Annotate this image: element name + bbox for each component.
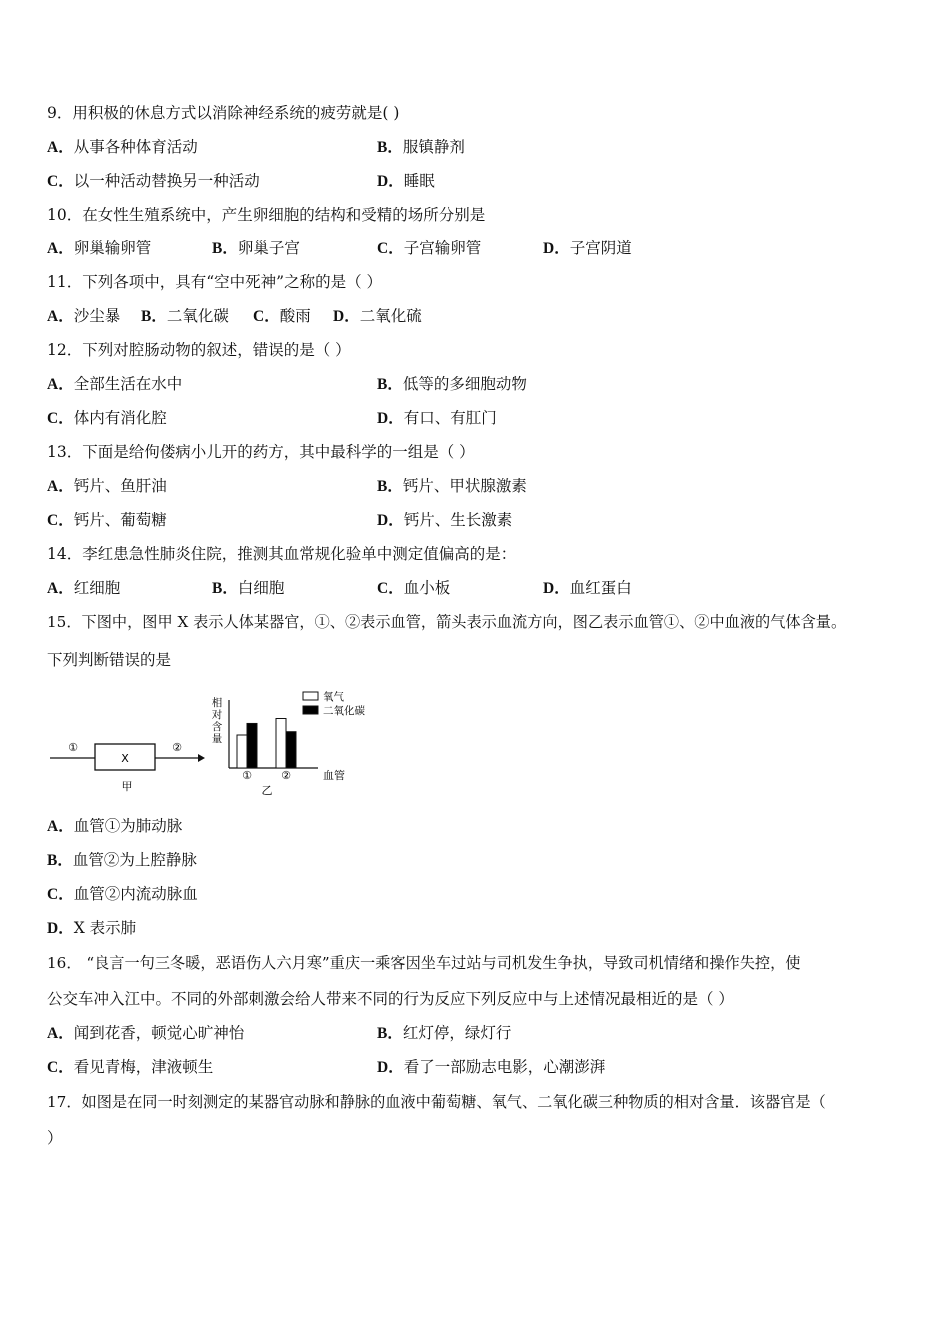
yi-xlabel: 血管 bbox=[323, 769, 345, 782]
q14-option-c[interactable]: C．血小板 bbox=[377, 579, 451, 597]
q16-option-c[interactable]: C．看见青梅，津液顿生 bbox=[47, 1058, 214, 1076]
q9-option-b[interactable]: B．服镇静剂 bbox=[377, 138, 465, 156]
yi-ticks bbox=[242, 769, 291, 782]
q13-option-a[interactable]: A．钙片、鱼肝油 bbox=[47, 477, 167, 495]
q12-stem: 12．下列对腔肠动物的叙述，错误的是（ ） bbox=[47, 341, 351, 359]
jia-caption: 甲 bbox=[121, 780, 133, 793]
bar-co2-vessel-1 bbox=[247, 723, 257, 768]
y-axis-label-char: 含 bbox=[211, 721, 223, 733]
bar-oxygen-vessel-1 bbox=[237, 735, 247, 768]
jia-out-label: ② bbox=[172, 741, 182, 754]
yi-ylabel bbox=[212, 696, 223, 745]
q15-stem-line2: 下列判断错误的是 bbox=[47, 651, 172, 669]
q15-option-c[interactable]: C．血管②内流动脉血 bbox=[47, 885, 198, 903]
y-axis-label-char: 对 bbox=[211, 709, 223, 721]
bar-oxygen-vessel-2 bbox=[276, 719, 286, 769]
q15-figure bbox=[45, 688, 405, 800]
yi-bars bbox=[237, 719, 296, 769]
q14-option-b[interactable]: B．白细胞 bbox=[212, 579, 285, 597]
q10-option-d[interactable]: D．子宫阴道 bbox=[543, 239, 632, 257]
q10-option-c[interactable]: C．子宫输卵管 bbox=[377, 239, 482, 257]
q16-option-a[interactable]: A．闻到花香，顿觉心旷神怡 bbox=[47, 1024, 245, 1042]
q16-stem-line1: 16． “良言一句三冬暖，恶语伤人六月寒”重庆一乘客因坐车过站与司机发生争执，导致司机情绪和操作失控，使 bbox=[47, 954, 801, 972]
jia-in-label: ① bbox=[68, 741, 78, 754]
q17-stem-line2: ） bbox=[47, 1129, 63, 1147]
q17-stem-line1: 17．如图是在同一时刻测定的某器官动脉和静脉的血液中葡萄糖、氧气、二氧化碳三种物质的相对含量．该器官是（ bbox=[47, 1093, 826, 1111]
q15-option-d[interactable]: D．X 表示肺 bbox=[47, 919, 137, 937]
legend-label-co2: 二氧化碳 bbox=[323, 705, 365, 717]
q14-option-d[interactable]: D．血红蛋白 bbox=[543, 579, 632, 597]
q11-stem: 11．下列各项中，具有“空中死神”之称的是（ ） bbox=[47, 273, 382, 291]
q10-stem: 10．在女性生殖系统中，产生卵细胞的结构和受精的场所分别是 bbox=[47, 206, 486, 224]
q12-option-c[interactable]: C．体内有消化腔 bbox=[47, 409, 167, 427]
q14-stem: 14．李红患急性肺炎住院，推测其血常规化验单中测定值偏高的是： bbox=[47, 545, 517, 563]
x-tick-label-1: ① bbox=[242, 769, 252, 782]
yi-caption: 乙 bbox=[261, 784, 273, 797]
y-axis-label-char: 量 bbox=[211, 733, 223, 745]
q14-option-a[interactable]: A．红细胞 bbox=[47, 579, 121, 597]
q12-option-a[interactable]: A．全部生活在水中 bbox=[47, 375, 183, 393]
q11-option-d[interactable]: D．二氧化硫 bbox=[333, 307, 422, 325]
jia-box-label: X bbox=[121, 752, 129, 765]
q16-option-d[interactable]: D．看了一部励志电影，心潮澎湃 bbox=[377, 1058, 606, 1076]
q9-option-a[interactable]: A．从事各种体育活动 bbox=[47, 138, 198, 156]
q9-stem: 9．用积极的休息方式以消除神经系统的疲劳就是( ) bbox=[47, 104, 400, 122]
jia-outflow-arrowhead bbox=[198, 754, 205, 762]
y-axis-label-char: 相 bbox=[211, 697, 223, 709]
q10-option-b[interactable]: B．卵巢子宫 bbox=[212, 239, 300, 257]
bar-co2-vessel-2 bbox=[286, 732, 296, 768]
q13-option-b[interactable]: B．钙片、甲状腺激素 bbox=[377, 477, 527, 495]
legend-swatch-oxygen bbox=[303, 692, 318, 700]
q11-option-c[interactable]: C．酸雨 bbox=[253, 307, 311, 325]
legend-label-oxygen: 氧气 bbox=[323, 691, 344, 703]
figure-jia bbox=[50, 741, 205, 793]
q9-option-c[interactable]: C．以一种活动替换另一种活动 bbox=[47, 172, 260, 190]
q15-stem-line1: 15．下图中，图甲 X 表示人体某器官，①、②表示血管，箭头表示血流方向，图乙表示血管①、②中血液的气体含量。 bbox=[47, 613, 847, 631]
figure-yi bbox=[212, 690, 366, 797]
q16-stem-line2: 公交车冲入江中。不同的外部刺激会给人带来不同的行为反应下列反应中与上述情况最相近的是（ ） bbox=[47, 990, 734, 1008]
q11-option-b[interactable]: B．二氧化碳 bbox=[141, 307, 229, 325]
q13-stem: 13．下面是给佝偻病小儿开的药方，其中最科学的一组是（ ） bbox=[47, 443, 475, 461]
q12-option-b[interactable]: B．低等的多细胞动物 bbox=[377, 375, 527, 393]
q15-option-a[interactable]: A．血管①为肺动脉 bbox=[47, 817, 183, 835]
q16-option-b[interactable]: B．红灯停，绿灯行 bbox=[377, 1024, 512, 1042]
q10-option-a[interactable]: A．卵巢输卵管 bbox=[47, 239, 152, 257]
q13-option-c[interactable]: C．钙片、葡萄糖 bbox=[47, 511, 167, 529]
q9-option-d[interactable]: D．睡眠 bbox=[377, 172, 435, 190]
q13-option-d[interactable]: D．钙片、生长激素 bbox=[377, 511, 513, 529]
legend-swatch-co2 bbox=[303, 706, 318, 714]
q15-option-b[interactable]: B．血管②为上腔静脉 bbox=[47, 851, 197, 869]
q12-option-d[interactable]: D．有口、有肛门 bbox=[377, 409, 497, 427]
q11-option-a[interactable]: A．沙尘暴 bbox=[47, 307, 121, 325]
x-tick-label-2: ② bbox=[281, 769, 291, 782]
